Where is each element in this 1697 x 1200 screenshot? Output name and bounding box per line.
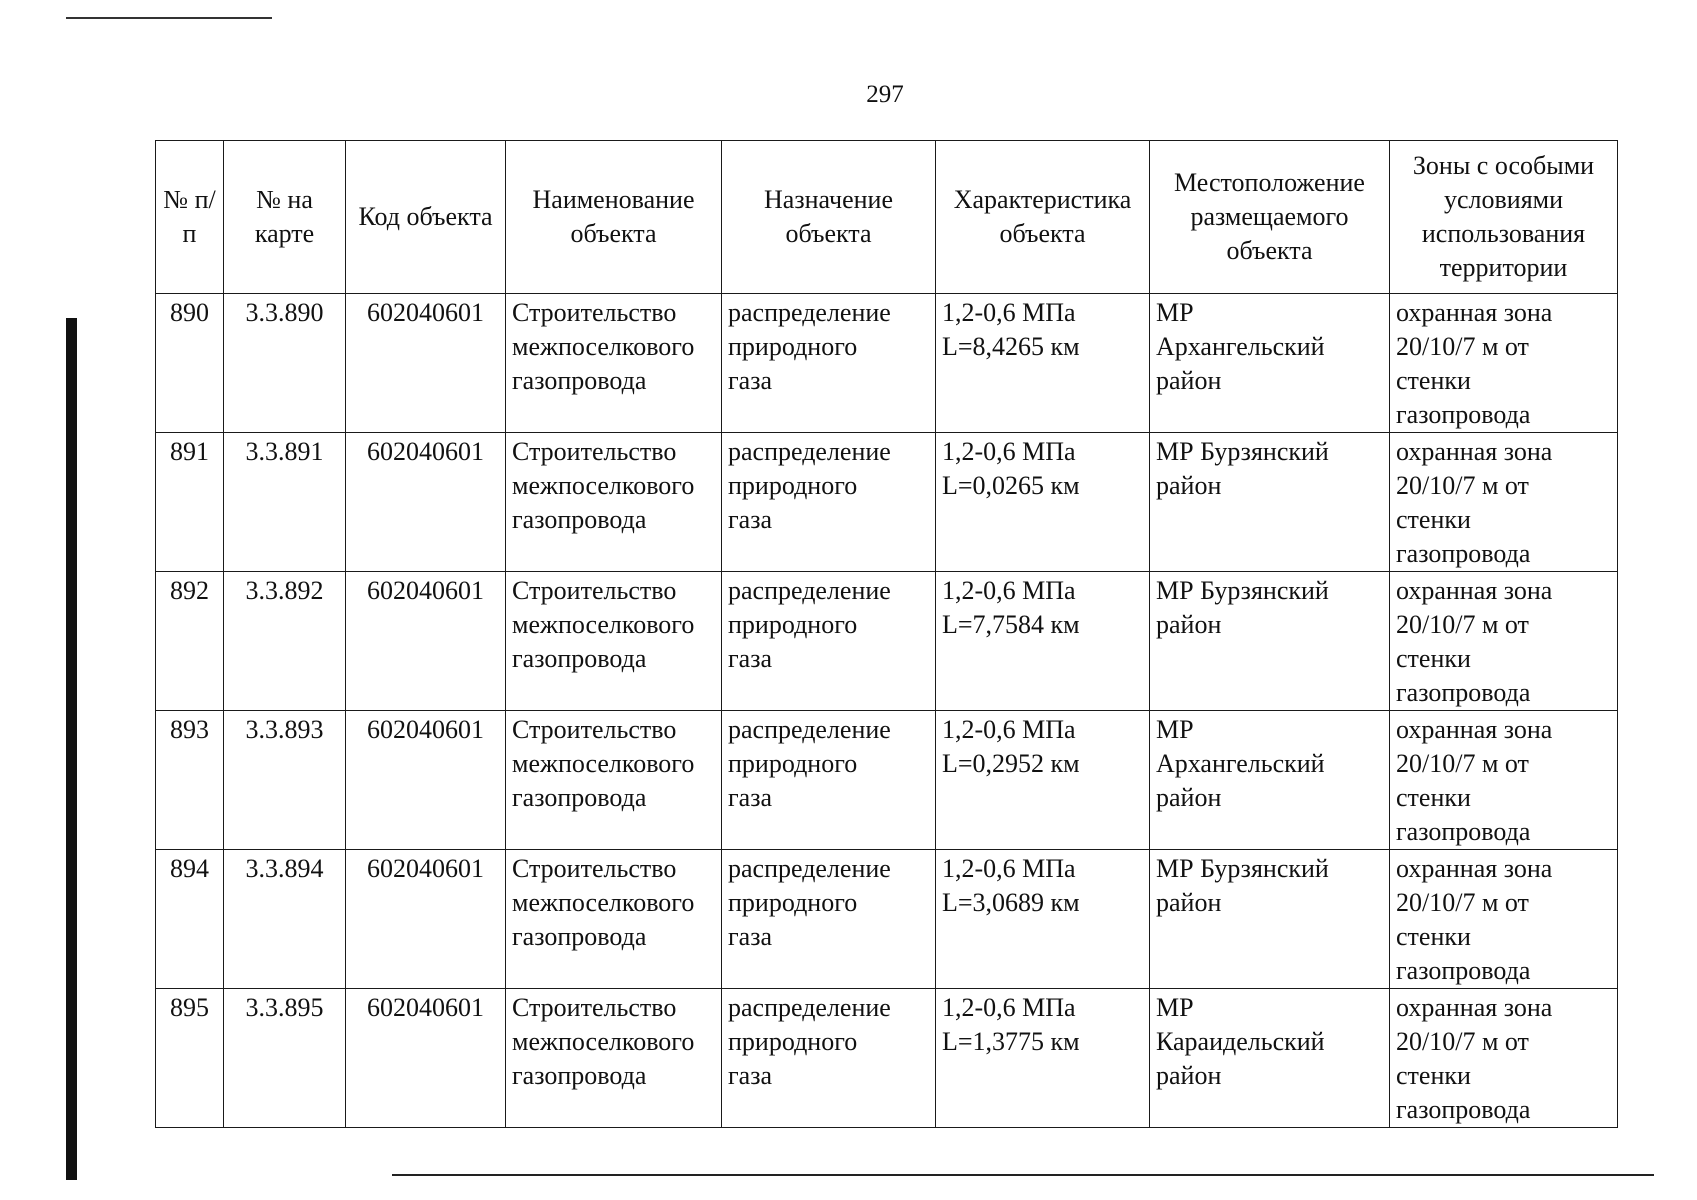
special-zones: охранная зона 20/10/7 м от стенки газопровода <box>1390 989 1618 1128</box>
object-characteristic: 1,2-0,6 МПа L=0,0265 км <box>936 433 1150 572</box>
object-location: МР Бурзянский район <box>1150 850 1390 989</box>
object-purpose: распределение природного газа <box>722 989 936 1128</box>
map-number: 3.3.892 <box>224 572 346 711</box>
object-characteristic: 1,2-0,6 МПа L=8,4265 км <box>936 294 1150 433</box>
object-code: 602040601 <box>346 433 506 572</box>
table-header-row <box>156 141 1618 294</box>
special-zones: охранная зона 20/10/7 м от стенки газопровода <box>1390 294 1618 433</box>
object-code: 602040601 <box>346 572 506 711</box>
map-number: 3.3.891 <box>224 433 346 572</box>
object-characteristic: 1,2-0,6 МПа L=3,0689 км <box>936 850 1150 989</box>
object-name: Строительство межпоселкового газопровода <box>506 711 722 850</box>
object-location: МР Бурзянский район <box>1150 572 1390 711</box>
object-code: 602040601 <box>346 294 506 433</box>
object-characteristic: 1,2-0,6 МПа L=0,2952 км <box>936 711 1150 850</box>
row-number: 892 <box>156 572 224 711</box>
object-code: 602040601 <box>346 850 506 989</box>
object-name: Строительство межпоселкового газопровода <box>506 294 722 433</box>
scan-artifact-left-bar <box>66 318 77 1180</box>
row-number: 894 <box>156 850 224 989</box>
object-purpose: распределение природного газа <box>722 294 936 433</box>
header-cell: Наименование объекта <box>506 141 722 294</box>
object-name: Строительство межпоселкового газопровода <box>506 850 722 989</box>
object-purpose: распределение природного газа <box>722 711 936 850</box>
special-zones: охранная зона 20/10/7 м от стенки газопровода <box>1390 433 1618 572</box>
object-purpose: распределение природного газа <box>722 572 936 711</box>
page-number: 297 <box>866 81 904 108</box>
header-cell: Код объекта <box>346 141 506 294</box>
table-row <box>156 433 1618 572</box>
table-row <box>156 989 1618 1128</box>
header-cell: Назначение объекта <box>722 141 936 294</box>
row-number: 895 <box>156 989 224 1128</box>
object-purpose: распределение природного газа <box>722 850 936 989</box>
header-cell: Местоположение размещаемого объекта <box>1150 141 1390 294</box>
header-cell: № на карте <box>224 141 346 294</box>
table-row <box>156 294 1618 433</box>
object-purpose: распределение природного газа <box>722 433 936 572</box>
scan-artifact-top-line <box>66 17 272 19</box>
object-name: Строительство межпоселкового газопровода <box>506 433 722 572</box>
object-name: Строительство межпоселкового газопровода <box>506 572 722 711</box>
row-number: 890 <box>156 294 224 433</box>
object-characteristic: 1,2-0,6 МПа L=1,3775 км <box>936 989 1150 1128</box>
object-location: МР Архангельский район <box>1150 294 1390 433</box>
object-location: МР Бурзянский район <box>1150 433 1390 572</box>
row-number: 891 <box>156 433 224 572</box>
object-characteristic: 1,2-0,6 МПа L=7,7584 км <box>936 572 1150 711</box>
object-location: МР Караидельский район <box>1150 989 1390 1128</box>
table-row <box>156 711 1618 850</box>
special-zones: охранная зона 20/10/7 м от стенки газопровода <box>1390 572 1618 711</box>
map-number: 3.3.894 <box>224 850 346 989</box>
object-name: Строительство межпоселкового газопровода <box>506 989 722 1128</box>
scan-artifact-bottom-line <box>392 1174 1654 1176</box>
map-number: 3.3.893 <box>224 711 346 850</box>
object-code: 602040601 <box>346 989 506 1128</box>
table-row <box>156 850 1618 989</box>
map-number: 3.3.895 <box>224 989 346 1128</box>
objects-table <box>155 140 1618 1128</box>
row-number: 893 <box>156 711 224 850</box>
map-number: 3.3.890 <box>224 294 346 433</box>
header-cell: Зоны с особыми условиями использования территории <box>1390 141 1618 294</box>
header-cell: № п/п <box>156 141 224 294</box>
object-location: МР Архангельский район <box>1150 711 1390 850</box>
header-cell: Характеристика объекта <box>936 141 1150 294</box>
special-zones: охранная зона 20/10/7 м от стенки газопровода <box>1390 850 1618 989</box>
special-zones: охранная зона 20/10/7 м от стенки газопровода <box>1390 711 1618 850</box>
table-row <box>156 572 1618 711</box>
object-code: 602040601 <box>346 711 506 850</box>
